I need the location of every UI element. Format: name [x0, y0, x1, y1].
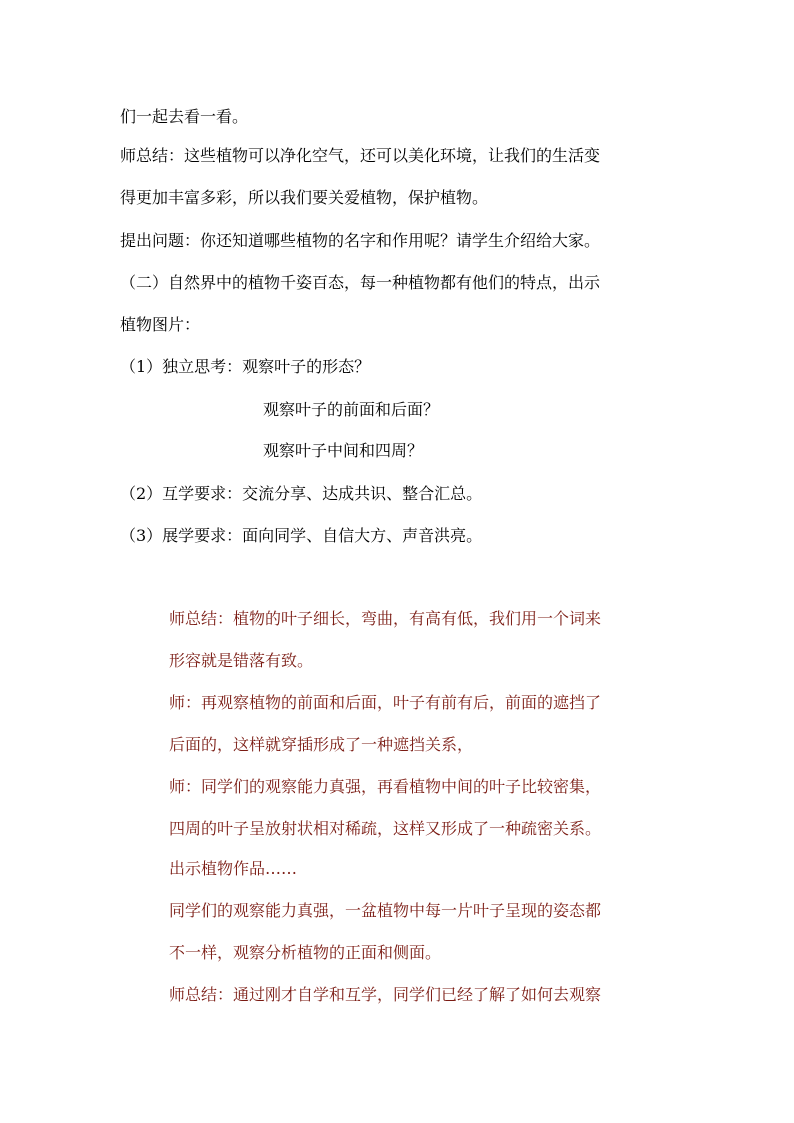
list-subitem: 观察叶子的前面和后面？	[263, 400, 440, 419]
list-subitem: 观察叶子中间和四周？	[263, 441, 424, 460]
highlight-line: 师总结：植物的叶子细长，弯曲，有高有低，我们用一个词来	[169, 609, 602, 628]
highlight-line: 出示植物作品……	[169, 859, 298, 878]
paragraph-line: 们一起去看一看。	[120, 107, 249, 126]
paragraph-line: （二）自然界中的植物千姿百态，每一种植物都有他们的特点，出示	[120, 273, 601, 292]
list-item: （1）独立思考：观察叶子的形态？	[120, 357, 371, 376]
highlight-line: 同学们的观察能力真强，一盆植物中每一片叶子呈现的姿态都	[169, 901, 602, 920]
highlight-line: 形容就是错落有致。	[169, 651, 314, 670]
paragraph-line: 得更加丰富多彩，所以我们要关爱植物，保护植物。	[120, 188, 489, 207]
highlight-line: 师：同学们的观察能力真强，再看植物中间的叶子比较密集，	[169, 777, 602, 796]
paragraph-line: 提出问题：你还知道哪些植物的名字和作用呢？请学生介绍给大家。	[120, 231, 601, 250]
highlight-line: 师：再观察植物的前面和后面，叶子有前有后，前面的遮挡了	[169, 693, 602, 712]
paragraph-line: 师总结：这些植物可以净化空气，还可以美化环境，让我们的生活变	[120, 146, 601, 165]
highlight-line: 后面的，这样就穿插形成了一种遮挡关系，	[169, 735, 474, 754]
highlight-line: 不一样，观察分析植物的正面和侧面。	[169, 943, 442, 962]
highlight-line: 四周的叶子呈放射状相对稀疏，这样又形成了一种疏密关系。	[169, 819, 602, 838]
list-item: （3）展学要求：面向同学、自信大方、声音洪亮。	[120, 526, 483, 545]
paragraph-line: 植物图片：	[120, 315, 201, 334]
list-item: （2）互学要求：交流分享、达成共识、整合汇总。	[120, 484, 483, 503]
highlight-line: 师总结：通过刚才自学和互学，同学们已经了解了如何去观察	[169, 985, 602, 1004]
